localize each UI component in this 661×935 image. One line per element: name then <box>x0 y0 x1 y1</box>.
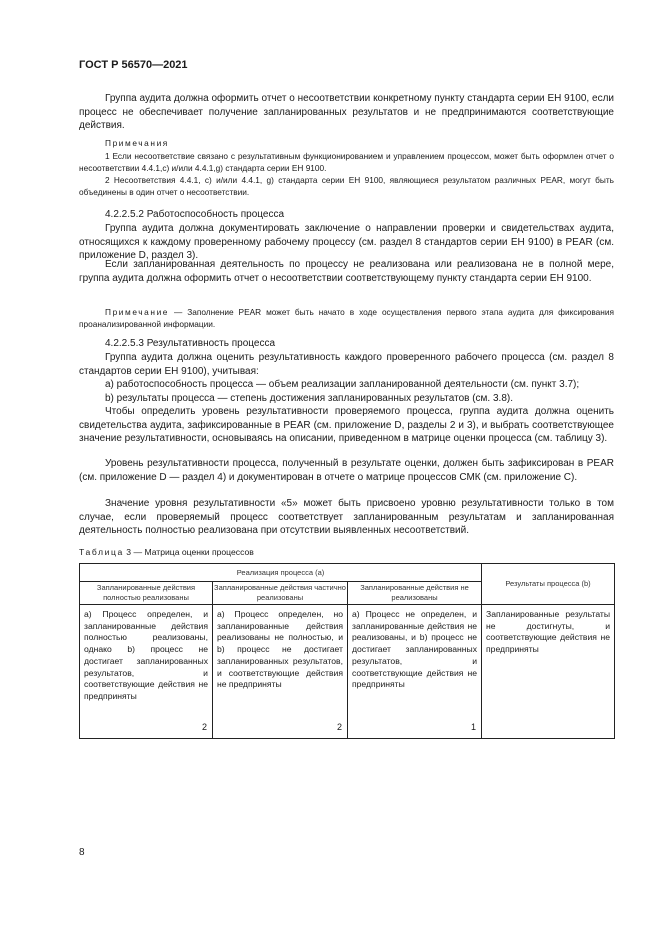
paragraph: Группа аудита должна документировать заключение о направлении проверки и свидетельствах аудита, относящихся к каждому проверенному рабочему процессу (см. раздел 8 стандартов серии ЕН 9100) в PEAR (см. приложение D, раздел 3). <box>79 223 614 262</box>
table-cell <box>80 605 213 739</box>
cell-value: 2 <box>201 722 207 733</box>
process-evaluation-matrix <box>79 563 615 739</box>
paragraph: Если запланированная деятельность по процессу не реализована или реализована не в полной мере, группа аудита должна оформить отчет о несоответствии соответствующему пункту стандарта серии ЕН 9100. <box>79 259 614 284</box>
document-header: ГОСТ Р 56570—2021 <box>79 59 188 71</box>
note-1: 1 Если несоответствие связано с результативным функционированием и управлением процессом, может быть оформлен отчет о несоответствии 4.4.1,c) и/или 4.4.1,g) стандарта серии ЕН 9100. <box>79 151 614 173</box>
cell-text: a) Процесс определен, и запланированные действия полностью реализованы, однако b) процесс не достигает запланированных результатов, и соответствующие действия не предприняты <box>84 609 208 701</box>
paragraph: Группа аудита должна оформить отчет о несоответствии конкретному пункту стандарта серии ЕН 9100, если процесс не обеспечивает получение запланированных результатов и не предпринимаются соответствующие действия. <box>79 93 614 132</box>
table-cell <box>213 605 348 739</box>
section-heading: 4.2.2.5.3 Результативность процесса <box>105 338 276 349</box>
note-2: 2 Несоответствия 4.4.1, c) и/или 4.4.1, g) стандарта серии ЕН 9100, являющиеся результатом различных PEAR, могут быть объединены в один отчет о несоответствии. <box>79 175 614 197</box>
paragraph: Группа аудита должна оценить результативность каждого проверенного рабочего процесса (см. раздел 8 стандартов серии ЕН 9100), учитывая: <box>79 352 614 377</box>
col-header-fully: Запланированные действия полностью реализованы <box>80 582 213 605</box>
note-text: — Заполнение PEAR может быть начато в ходе осуществления первого этапа аудита для фиксирования проанализированной информации. <box>79 307 614 329</box>
notes-title: Примечания <box>105 138 169 148</box>
page-number: 8 <box>79 847 85 858</box>
table-caption <box>79 547 254 557</box>
table-caption-label: Таблица <box>79 547 124 557</box>
section-heading: 4.2.2.5.2 Работоспособность процесса <box>105 209 285 220</box>
list-item: b) результаты процесса — степень достижения запланированных результатов (см. 3.8). <box>105 393 513 404</box>
table-cell <box>348 605 482 739</box>
paragraph: Уровень результативности процесса, полученный в результате оценки, должен быть зафиксирован в PEAR (см. приложение D — раздел 4) и документирован в отчете о матрице процессов СМК (см. приложение С). <box>79 458 614 483</box>
group-header: Реализация процесса (a) <box>80 564 482 582</box>
table-caption-text: 3 — Матрица оценки процессов <box>123 547 254 557</box>
col-header-partially: Запланированные действия частично реализованы <box>213 582 348 605</box>
paragraph: Чтобы определить уровень результативности проверяемого процесса, группа аудита должна оценить свидетельства аудита, зафиксированные в PEAR (см. приложение D, разделы 2 и 3), и выбрать соответствующее значение результативности, основываясь на описании, приведенном в матрице оценки процесса (см. таблицу 3). <box>79 406 614 445</box>
cell-text: a) Процесс не определен, и запланированные действия не реализованы, и b) процесс не достигает запланированных результатов, и соответствующие действия не предприняты <box>352 609 478 690</box>
cell-value: 1 <box>471 722 477 733</box>
list-item: a) работоспособность процесса — объем реализации запланированной деятельности (см. пункт 3.7); <box>105 379 580 390</box>
col-header-not: Запланированные действия не реализованы <box>348 582 482 605</box>
note-3 <box>79 307 614 330</box>
table-cell <box>482 605 615 739</box>
paragraph: Значение уровня результативности «5» может быть присвоено уровню результативности только в том случае, если проверяемый процесс соответствует запланированным результатам и запланированная деятельность полностью реализована при отсутствии выявленных несоответствий. <box>79 498 614 537</box>
cell-text: Запланированные результаты не достигнуты, и соответствующие действия не предприняты <box>486 609 611 655</box>
cell-text: a) Процесс определен, но запланированные действия реализованы не полностью, и b) процесс не достигает запланированных результатов, и соответствующие действия не предприняты <box>217 609 343 690</box>
col-header-results: Результаты процесса (b) <box>482 564 615 605</box>
cell-value: 2 <box>336 722 342 733</box>
note-label: Примечание <box>105 307 170 317</box>
